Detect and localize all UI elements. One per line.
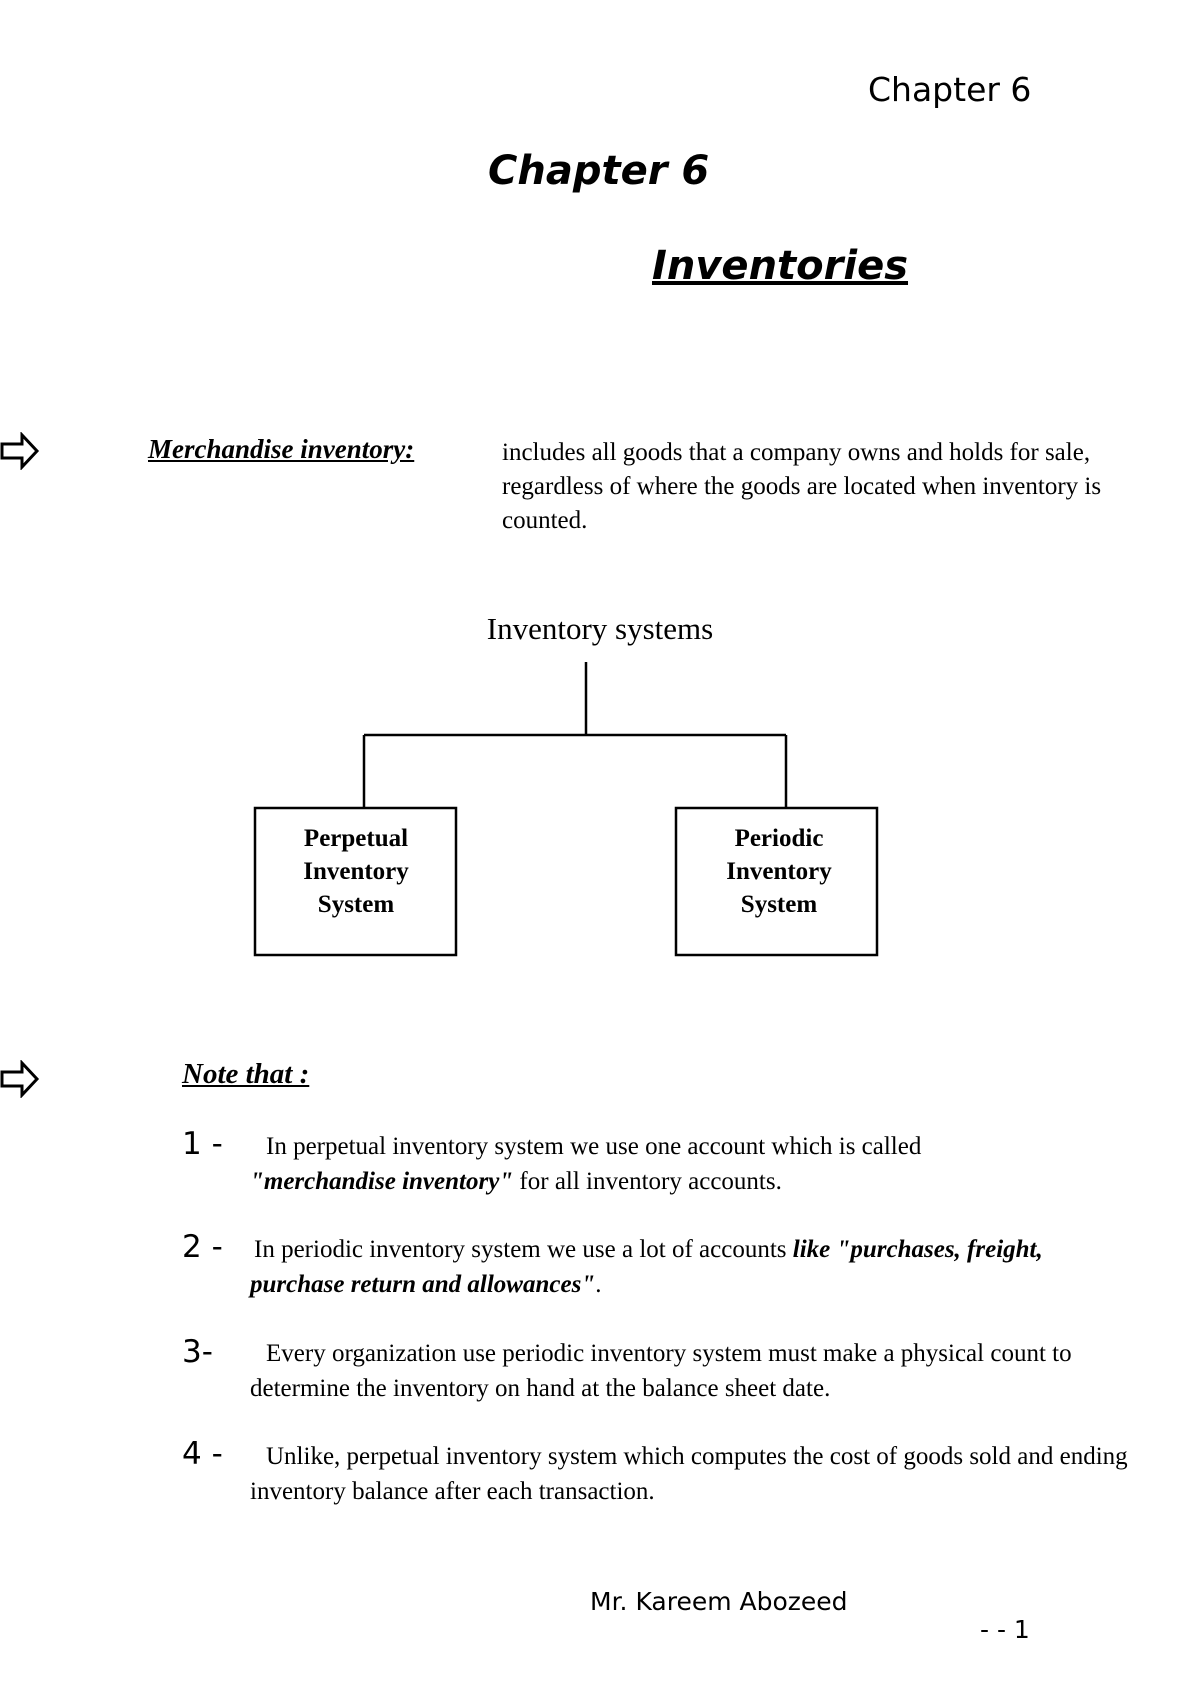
merchandise-inventory-term: Merchandise inventory:: [148, 434, 415, 464]
arrow-right-icon: [0, 1060, 40, 1098]
periodic-system-label: Periodic Inventory System: [726, 825, 832, 918]
note-number: 2 -: [182, 1229, 223, 1265]
arrow-right-icon: [0, 432, 40, 470]
note-item-2: In periodic inventory system we use a lot of accounts like "purchases, freight, purchase return and allowances".: [250, 1236, 1043, 1298]
note-title: Note that :: [182, 1058, 310, 1090]
note-item-1: In perpetual inventory system we use one account which is called "merchandise inventory" for all inventory accounts.: [250, 1133, 922, 1195]
running-header: Chapter 6: [868, 70, 1032, 109]
perpetual-system-label: Perpetual Inventory System: [303, 825, 409, 918]
note-item-4: Unlike, perpetual inventory system which computes the cost of goods sold and ending inventory balance after each transaction.: [250, 1443, 1128, 1505]
merchandise-inventory-definition: includes all goods that a company owns and holds for sale, regardless of where the goods are located when inventory is counted.: [502, 439, 1102, 534]
note-item-3: Every organization use periodic inventory system must make a physical count to determine the inventory on hand at the balance sheet date.: [250, 1340, 1072, 1402]
topic-title: Inventories: [652, 243, 909, 289]
note-number: 1 -: [182, 1126, 223, 1162]
note-number: 3-: [182, 1334, 213, 1370]
author-name: Mr. Kareem Abozeed: [590, 1587, 848, 1616]
note-number: 4 -: [182, 1436, 223, 1472]
chapter-title: Chapter 6: [488, 148, 710, 194]
diagram-title: Inventory systems: [486, 611, 714, 646]
page-number: - - 1: [980, 1615, 1030, 1644]
